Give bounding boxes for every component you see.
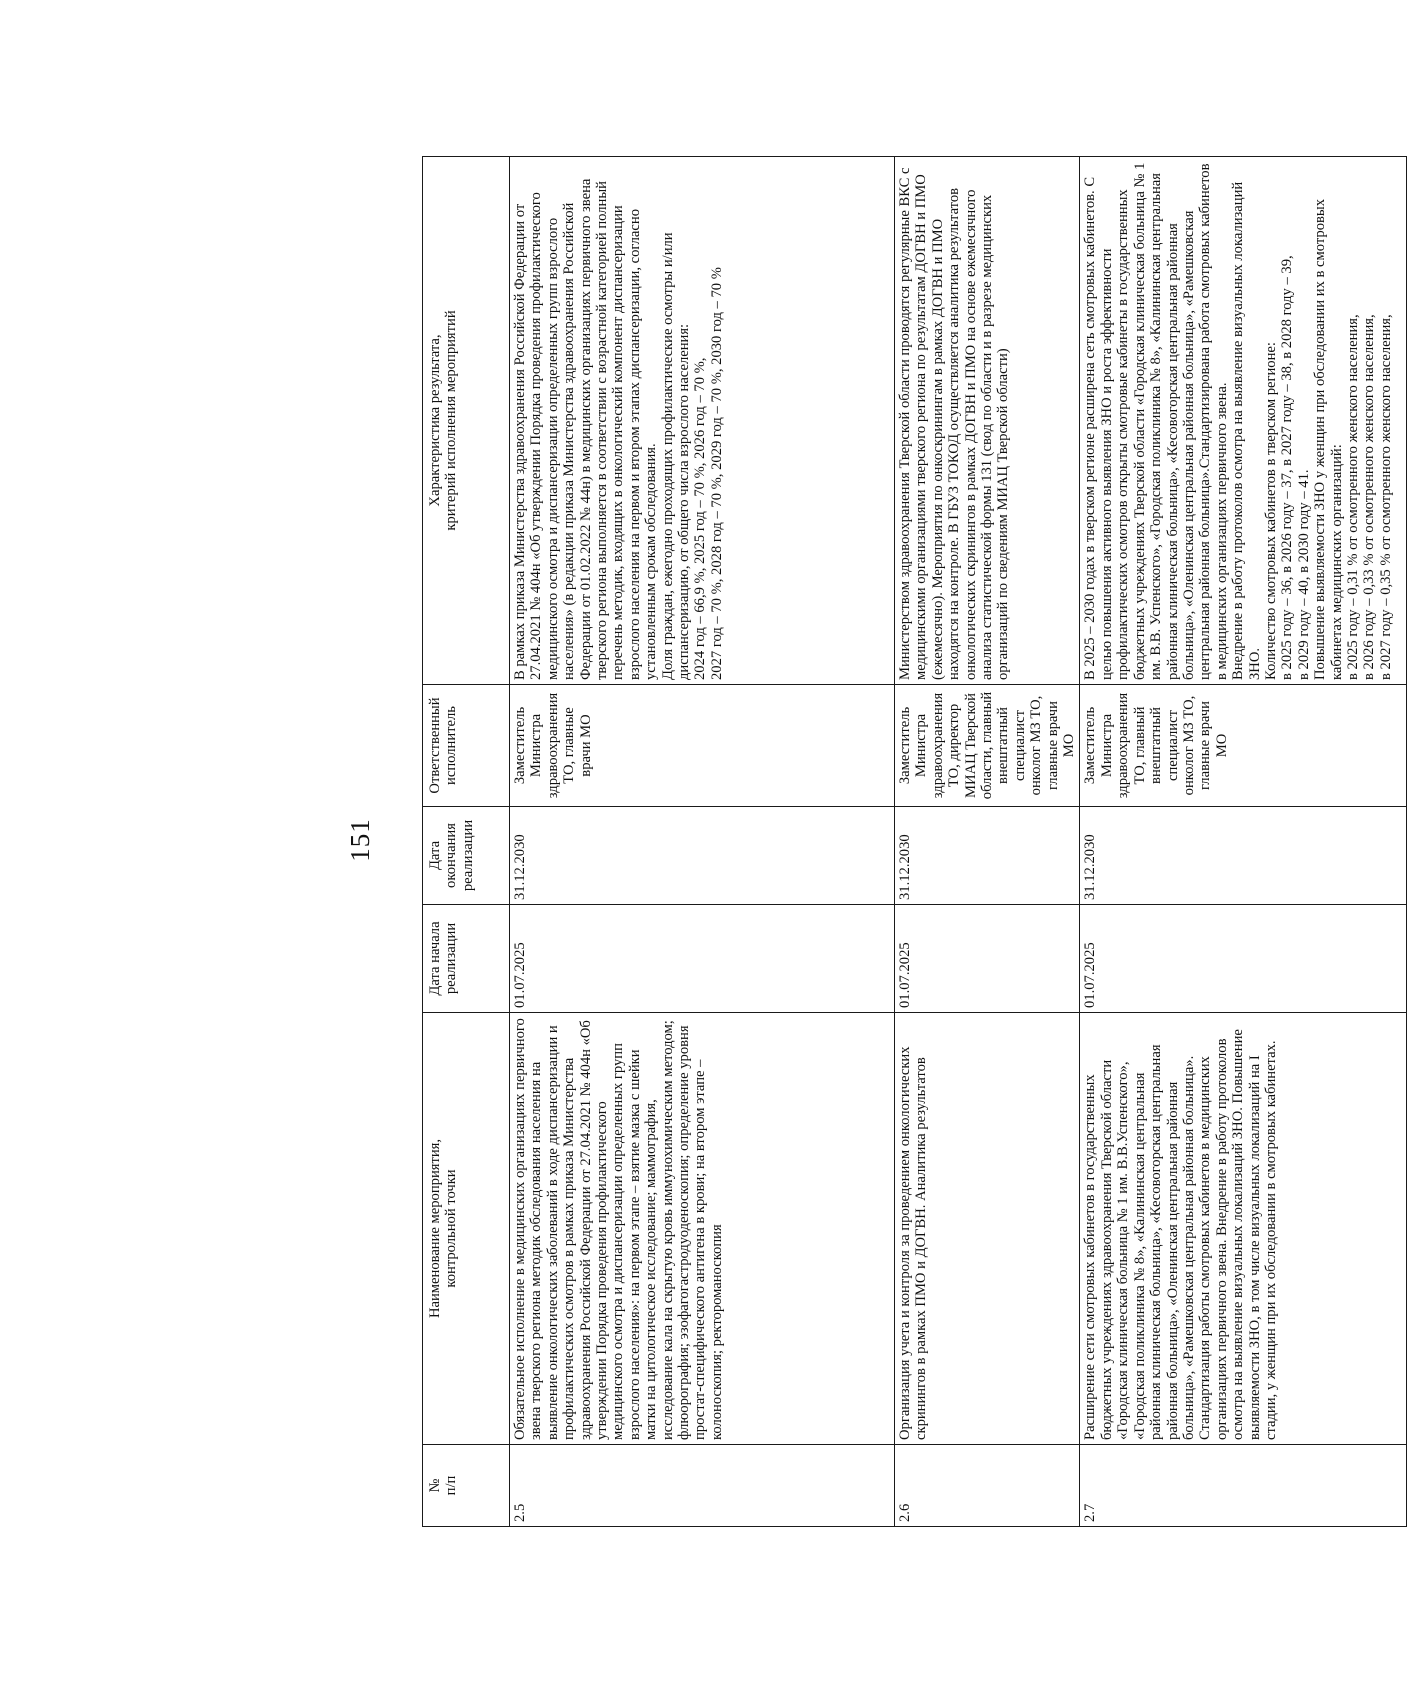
header-responsible: Ответственный исполнитель — [423, 685, 510, 807]
header-start-date: Дата начала реализации — [423, 905, 510, 1013]
result-characteristic: Министерством здравоохранения Тверской области проводятся регулярные ВКС с медицинскими организациями тверского региона по результатам ДОГВН и ПМО (ежемесячно). Мероприятия по онкоскринингам в рамках ДОГВН и ПМО находятся на контроле. В ГБУЗ ТОКОД осуществляется аналитика результатов онкологических скринингов в рамках ДОГВН и ПМО на основе ежемесячного анализа статистической формы 131 (свод по области и в разрезе медицинских организаций по сведениям МИАЦ Тверской области) — [895, 157, 1080, 685]
row-number: 2.6 — [895, 1445, 1080, 1527]
activity-name: Расширение сети смотровых кабинетов в государственных бюджетных учреждениях здравоохранения Тверской области «Городская клиническая больница № 1 им. В.В.Успенского», «Городская поликлиника № 8», «Калининская центральная районная клиническая больница», «Кесовогорская центральная районная больница», «Оленинская центральная районная больница», «Рамешковская центральная районная больница». Стандартизация работы смотровых кабинетов в медицинских организациях первичного звена. Внедрение в работу протоколов осмотра на выявление визуальных локализаций ЗНО. Повышение выявляемости ЗНО, в том числе визуальных локализаций на I стадии, у женщин при их обследовании в смотровых кабинетах. — [1080, 1013, 1407, 1445]
responsible-person: Заместитель Министра здравоохранения ТО, главный внештатный специалист онколог МЗ ТО, главные врачи МО — [1080, 685, 1407, 807]
end-date: 31.12.2030 — [1080, 807, 1407, 905]
start-date: 01.07.2025 — [1080, 905, 1407, 1013]
header-end-date: Дата окончания реализации — [423, 807, 510, 905]
activity-name: Организация учета и контроля за проведением онкологических скринингов в рамках ПМО и ДОГВН. Аналитика результатов — [895, 1013, 1080, 1445]
header-characteristic: Характеристика результата, критерий исполнения мероприятий — [423, 157, 510, 685]
end-date: 31.12.2030 — [895, 807, 1080, 905]
start-date: 01.07.2025 — [510, 905, 895, 1013]
table-row — [1080, 157, 1407, 1527]
header-name: Наименование мероприятия, контрольной точки — [423, 1013, 510, 1445]
start-date: 01.07.2025 — [895, 905, 1080, 1013]
activity-name: Обязательное исполнение в медицинских организациях первичного звена тверского региона методик обследования населения на выявление онкологических заболеваний в ходе диспансеризации и профилактических осмотров в рамках приказа Министерства здравоохранения Российской Федерации от 27.04.2021 № 404н «Об утверждении Порядка проведения профилактического медицинского осмотра и диспансеризации определенных групп взрослого населения»: на первом этапе – взятие мазка с шейки матки на цитологическое исследование; маммография, исследование кала на скрытую кровь иммунохимическим методом; флюорография; эзофагогастродуоденоскопия; определение уровня простат-специфического антигена в крови; на втором этапе – колоноскопия; ректороманоскопия — [510, 1013, 895, 1445]
end-date: 31.12.2030 — [510, 807, 895, 905]
table-row — [510, 157, 895, 1527]
responsible-person: Заместитель Министра здравоохранения ТО, главные врачи МО — [510, 685, 895, 807]
table-header-row — [423, 157, 510, 1527]
result-characteristic: В рамках приказа Министерства здравоохранения Российской Федерации от 27.04.2021 № 404н «Об утверждении Порядка проведения профилактического медицинского осмотра и диспансеризации определенных групп взрослого населения» (в редакции приказа Министерства здравоохранения Российской Федерации от 01.02.2022 № 44н) в медицинских организациях первичного звена тверского региона выполняется в соответствии с возрастной категорией полный перечень методик, входящих в онкологический компонент диспансеризации взрослого населения на первом и втором этапах диспансеризации, согласно установленным срокам обследования. Доля граждан, ежегодно проходящих профилактические осмотры и/или диспансеризацию, от общего числа взрослого населения: 2024 год – 66,9 %, 2025 год – 70 %, 2026 год – 70 %, 2027 год – 70 %, 2028 год – 70 %, 2029 год – 70 %, 2030 год – 70 % — [510, 157, 895, 685]
header-num: № п/п — [423, 1445, 510, 1527]
table-row — [895, 157, 1080, 1527]
result-characteristic: В 2025 – 2030 годах в тверском регионе расширена сеть смотровых кабинетов. С целью повышения активного выявления ЗНО и роста эффективности профилактических осмотров открыты смотровые кабинеты в государственных бюджетных учреждениях Тверской области «Городская клиническая больница № 1 им. В.В. Успенского», «Городская поликлиника № 8», «Калининская центральная районная клиническая больница», «Кесовогорская центральная районная больница», «Оленинская центральная районная больница», «Рамешковская центральная районная больница».Стандартизирована работа смотровых кабинетов в медицинских организациях первичного звена. Внедрение в работу протоколов осмотра на выявление визуальных локализаций ЗНО. Количество смотровых кабинетов в тверском регионе: в 2025 году – 36, в 2026 году – 37, в 2027 году – 38, в 2028 году – 39, в 2029 году – 40, в 2030 году – 41. Повышение выявляемости ЗНО у женщин при обследовании их в смотровых кабинетах медицинских организаций: в 2025 году – 0,31 % от осмотренного женского населения, в 2026 году – 0,33 % от осмотренного женского населения, в 2027 году – 0,35 % от осмотренного женского населения, — [1080, 157, 1407, 685]
row-number: 2.5 — [510, 1445, 895, 1527]
page-number: 151 — [345, 818, 375, 862]
responsible-person: Заместитель Министра здравоохранения ТО, директор МИАЦ Тверской области, главный внештатный специалист онколог МЗ ТО, главные врачи МО — [895, 685, 1080, 807]
row-number: 2.7 — [1080, 1445, 1407, 1527]
activities-table — [422, 156, 1407, 1527]
